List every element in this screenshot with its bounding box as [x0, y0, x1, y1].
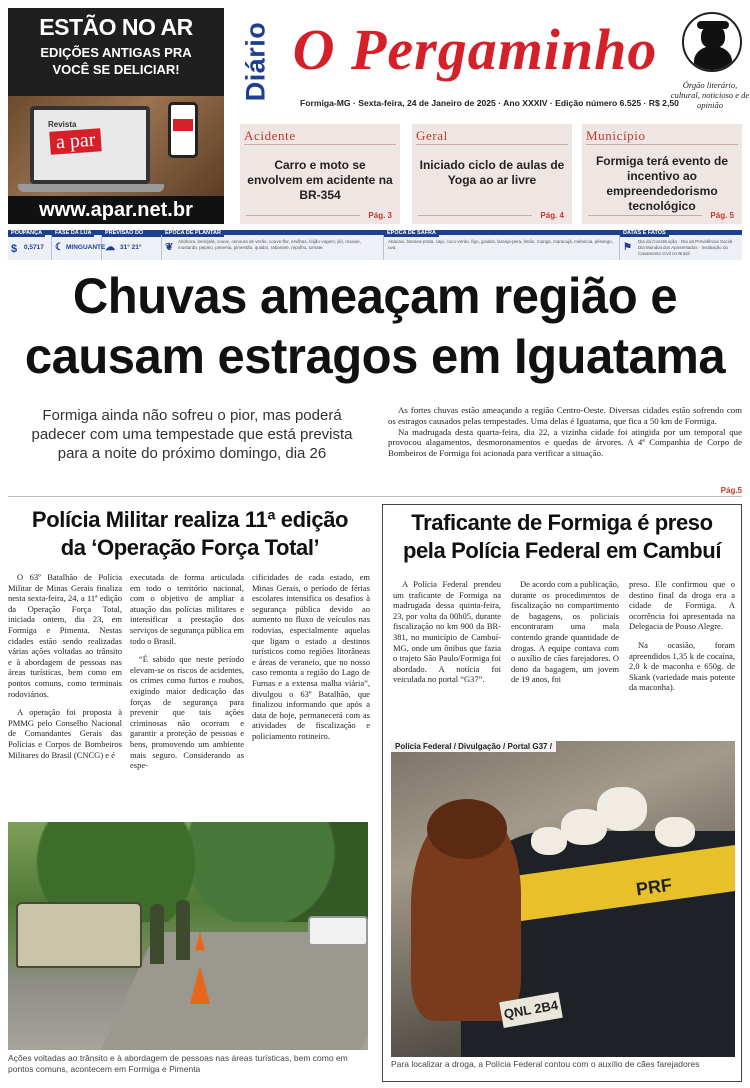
main-headline[interactable]: Chuvas ameaçam região e causam estragos em Iguatama	[24, 268, 726, 384]
cloud-sun-icon: ☁	[105, 242, 115, 253]
pm-headline[interactable]: Polícia Militar realiza 11ª edição da ‘Operação Força Total’	[31, 507, 349, 560]
pf-column-1: A Polícia Federal prendeu um traficante de Formiga na madrugada dessa quinta-feira, 23, por volta da 00h05, durante fiscalização no km 900 da BR-381, no município de Cambuí-MG, onde um ônibus que fazia o trajeto São Paulo/Formiga foi abordado. A notícia foi veiculada no portal “G37”.	[393, 579, 501, 685]
prf-car-label: PRF	[634, 874, 674, 900]
teaser-page: Pág. 3	[368, 211, 392, 220]
teaser-category: Geral	[416, 124, 568, 145]
weather-cell: PREVISÃO DO TEMPO ☁ 31° 21°	[102, 235, 162, 260]
main-page-ref: Pág.5	[720, 486, 742, 495]
drug-package	[561, 809, 607, 845]
savings-cell: POUPANÇA $ 0,5717	[8, 235, 52, 260]
teaser-acidente[interactable]	[240, 124, 400, 224]
teaser-page: Pág. 5	[710, 211, 734, 220]
photo-credit: Polícia Federal / Divulgação / Portal G37 /	[391, 741, 556, 752]
ad-subtitle: EDIÇÕES ANTIGAS PRA VOCÊ SE DELICIAR!	[40, 45, 192, 77]
masthead-prefix: Diário	[240, 21, 271, 102]
teaser-title: Formiga terá evento de incentivo ao empreendedorismo tecnológico	[595, 154, 729, 213]
teaser-page: Pág. 4	[540, 211, 564, 220]
dog-head	[427, 799, 507, 859]
laptop-base	[18, 184, 164, 192]
edition-line: Formiga-MG · Sexta-feira, 24 de Janeiro de 2025 · Ano XXXIV · Edição número 6.525 · R$ 2,50	[300, 98, 679, 108]
teaser-title: Carro e moto se envolvem em acidente na BR-354	[247, 158, 393, 202]
pm-column-1: O 63º Batalhão de Polícia Militar de Minas Gerais finaliza nesta sexta-feira, 24, a 11ª edição da Operação Força Total, iniciada ontem, dia 23, em Formiga e Pimenta. Nestas cidades estão sendo realizadas várias ações voltadas ao trânsito e à abordagem de pessoas nas áreas turísticas, bem como em pontos comuns, como terminais rodoviários. A operação foi proposta à PMMG pelo Conselho Nacional de Comandantes Gerais das Polícias e Corpos de Bombeiros Militares do Brasil (CNCG) e é	[8, 572, 122, 760]
harvest-cell: ÉPOCA DE SAFRA Abacaxi, banana-prata, caju, coco-verde, figo, goiaba, laranja-pera, limão, manga, maracujá, melancia, pêssego, uva.	[384, 235, 620, 260]
ad-url-link[interactable]: www.apar.net.br	[8, 196, 224, 224]
planting-cell: ÉPOCA DE PLANTAR ❦ Abóbora, berinjela, couve, cenoura de verão, couve-flor, ervilhas, feijão-vagem, jiló, maxixe, mostarda, pepino, pimenta, pimentão, quiabo, rabanete, repolho, tomate.	[162, 235, 384, 260]
pm-photo-caption: Ações voltadas ao trânsito e à abordagem de pessoas nas áreas turísticas, bem como em pontos comuns, acontecem em Formiga e Pimenta	[8, 1053, 348, 1074]
moon-icon: ☾	[55, 242, 64, 253]
info-bar	[8, 230, 742, 260]
teaser-geral[interactable]	[412, 124, 572, 224]
section-divider	[8, 496, 742, 497]
pm-roadblock-photo	[8, 822, 368, 1050]
masthead-title: O Pergaminho	[292, 17, 658, 82]
pf-story-box	[382, 504, 742, 1082]
laptop-screen: Revista a par	[30, 106, 150, 184]
pf-photo-caption: Para localizar a droga, a Polícia Federal contou com o auxílio de cães farejadores	[391, 1059, 700, 1069]
police-car	[308, 916, 368, 946]
main-deck: Formiga ainda não sofreu o pior, mas poderá padecer com uma tempestade que está prevista para a noite do próximo domingo, dia 26	[31, 407, 353, 462]
apar-advertisement[interactable]	[8, 8, 224, 224]
phone-icon	[168, 102, 198, 158]
pf-headline[interactable]: Traficante de Formiga é preso pela Polícia Federal em Cambuí	[402, 510, 722, 563]
traffic-cone	[190, 966, 210, 1004]
license-plate: QNL 2B4	[499, 992, 563, 1028]
pm-column-3: cificidades de cada estado, em Minas Gerais, o período de férias escolares intensifica os desafios à segurança pública devido ao aumento no fluxo de veículos nas rodovias, especialmente aquelas que ligam o estado a destinos turísticos como regiões litorâneas e áreas de veraneio, que no nosso caso remonta a região do Lago de Furnas e a extensa malha viária”, divulgou o 63º Batalhão, que finalizou informando que após a data de hoje, permanecerá com as atividades de fiscalização e policiamento rotineiro.	[252, 572, 370, 741]
moon-phase-cell: FASE DA LUA ☾ MINGUANTE	[52, 235, 102, 260]
pf-column-3: preso. Ele confirmou que o destino final da droga era a cidade de Formiga. A ocorrência foi apresentada na Delegacia de Pouso Alegre. Na ocasião, foram apreendidos 1,35 k de cocaína, 2,0 k de maconha e 650g. de Skank (variedade mais potente da maconha).	[629, 579, 735, 693]
drug-package	[531, 827, 567, 855]
quill-man-seal-icon	[682, 12, 742, 72]
sprout-icon: ❦	[165, 242, 174, 253]
teaser-category: Município	[586, 124, 738, 145]
ad-laptop-photo	[8, 96, 224, 200]
police-officer	[150, 904, 164, 964]
pf-drug-dog-photo	[391, 741, 735, 1057]
flag-icon: ⚑	[623, 242, 632, 253]
traffic-cone	[195, 932, 205, 951]
dollar-icon: $	[11, 243, 18, 255]
drug-package	[655, 817, 695, 847]
dates-cell: DATAS E FATOS ⚑ Dia da Constituição · Dia da Previdência Social · Dia Mundial dos Aposentados · Instituição do Casamento Civil no Brasil	[620, 235, 742, 260]
teaser-category: Acidente	[244, 124, 396, 145]
pickup-truck	[16, 902, 142, 968]
seal-caption: Órgão literário, cultural, noticioso e de opinião	[670, 80, 750, 110]
teaser-municipio[interactable]	[582, 124, 742, 224]
teaser-title: Iniciado ciclo de aulas de Yoga ao ar livre	[419, 158, 565, 187]
ad-title: ESTÃO NO AR	[39, 14, 193, 40]
apar-logo: a par	[49, 128, 102, 155]
main-lede: As fortes chuvas estão ameaçando a região Centro-Oeste. Diversas cidades estão sofrendo com os estragos causados pelas tempestades. Uma delas é Iguatama, que fica a 50 km de Formiga. Na madrugada desta quarta-feira, dia 22, a vizinha cidade foi atingida por um temporal que provocou alagamentos, desmoronamentos e quedas de árvores. A 4ª Companhia de Corpo de Bombeiros de Formiga foi acionada para verificar a situação.	[388, 405, 742, 459]
police-officer	[176, 900, 190, 960]
pm-column-2: executada de forma articulada em todo o território nacional, com o objetivo de ampliar a atuação das polícias militares e intensificar a prestação dos serviços de segurança pública em todo o Brasil. “É sabido que neste período elevam-se os riscos de acidentes, os crimes como furtos e roubos, exigindo maior dedicação das forças de segurança para prevenir que tais ações criminosas não ocorram e garantir a proteção de pessoas e bens, promovendo um ambiente mais seguro. Considerando as espe-	[130, 572, 244, 771]
pf-column-2: De acordo com a publicação, durante os procedimentos de fiscalização no compartimento de bagagens, os policiais encontraram uma mala contendo grande quantidade de drogas. A equipe contava com o auxílio de cães farejadores. O dono da bagagem, um jovem de 19 anos, foi	[511, 579, 619, 685]
